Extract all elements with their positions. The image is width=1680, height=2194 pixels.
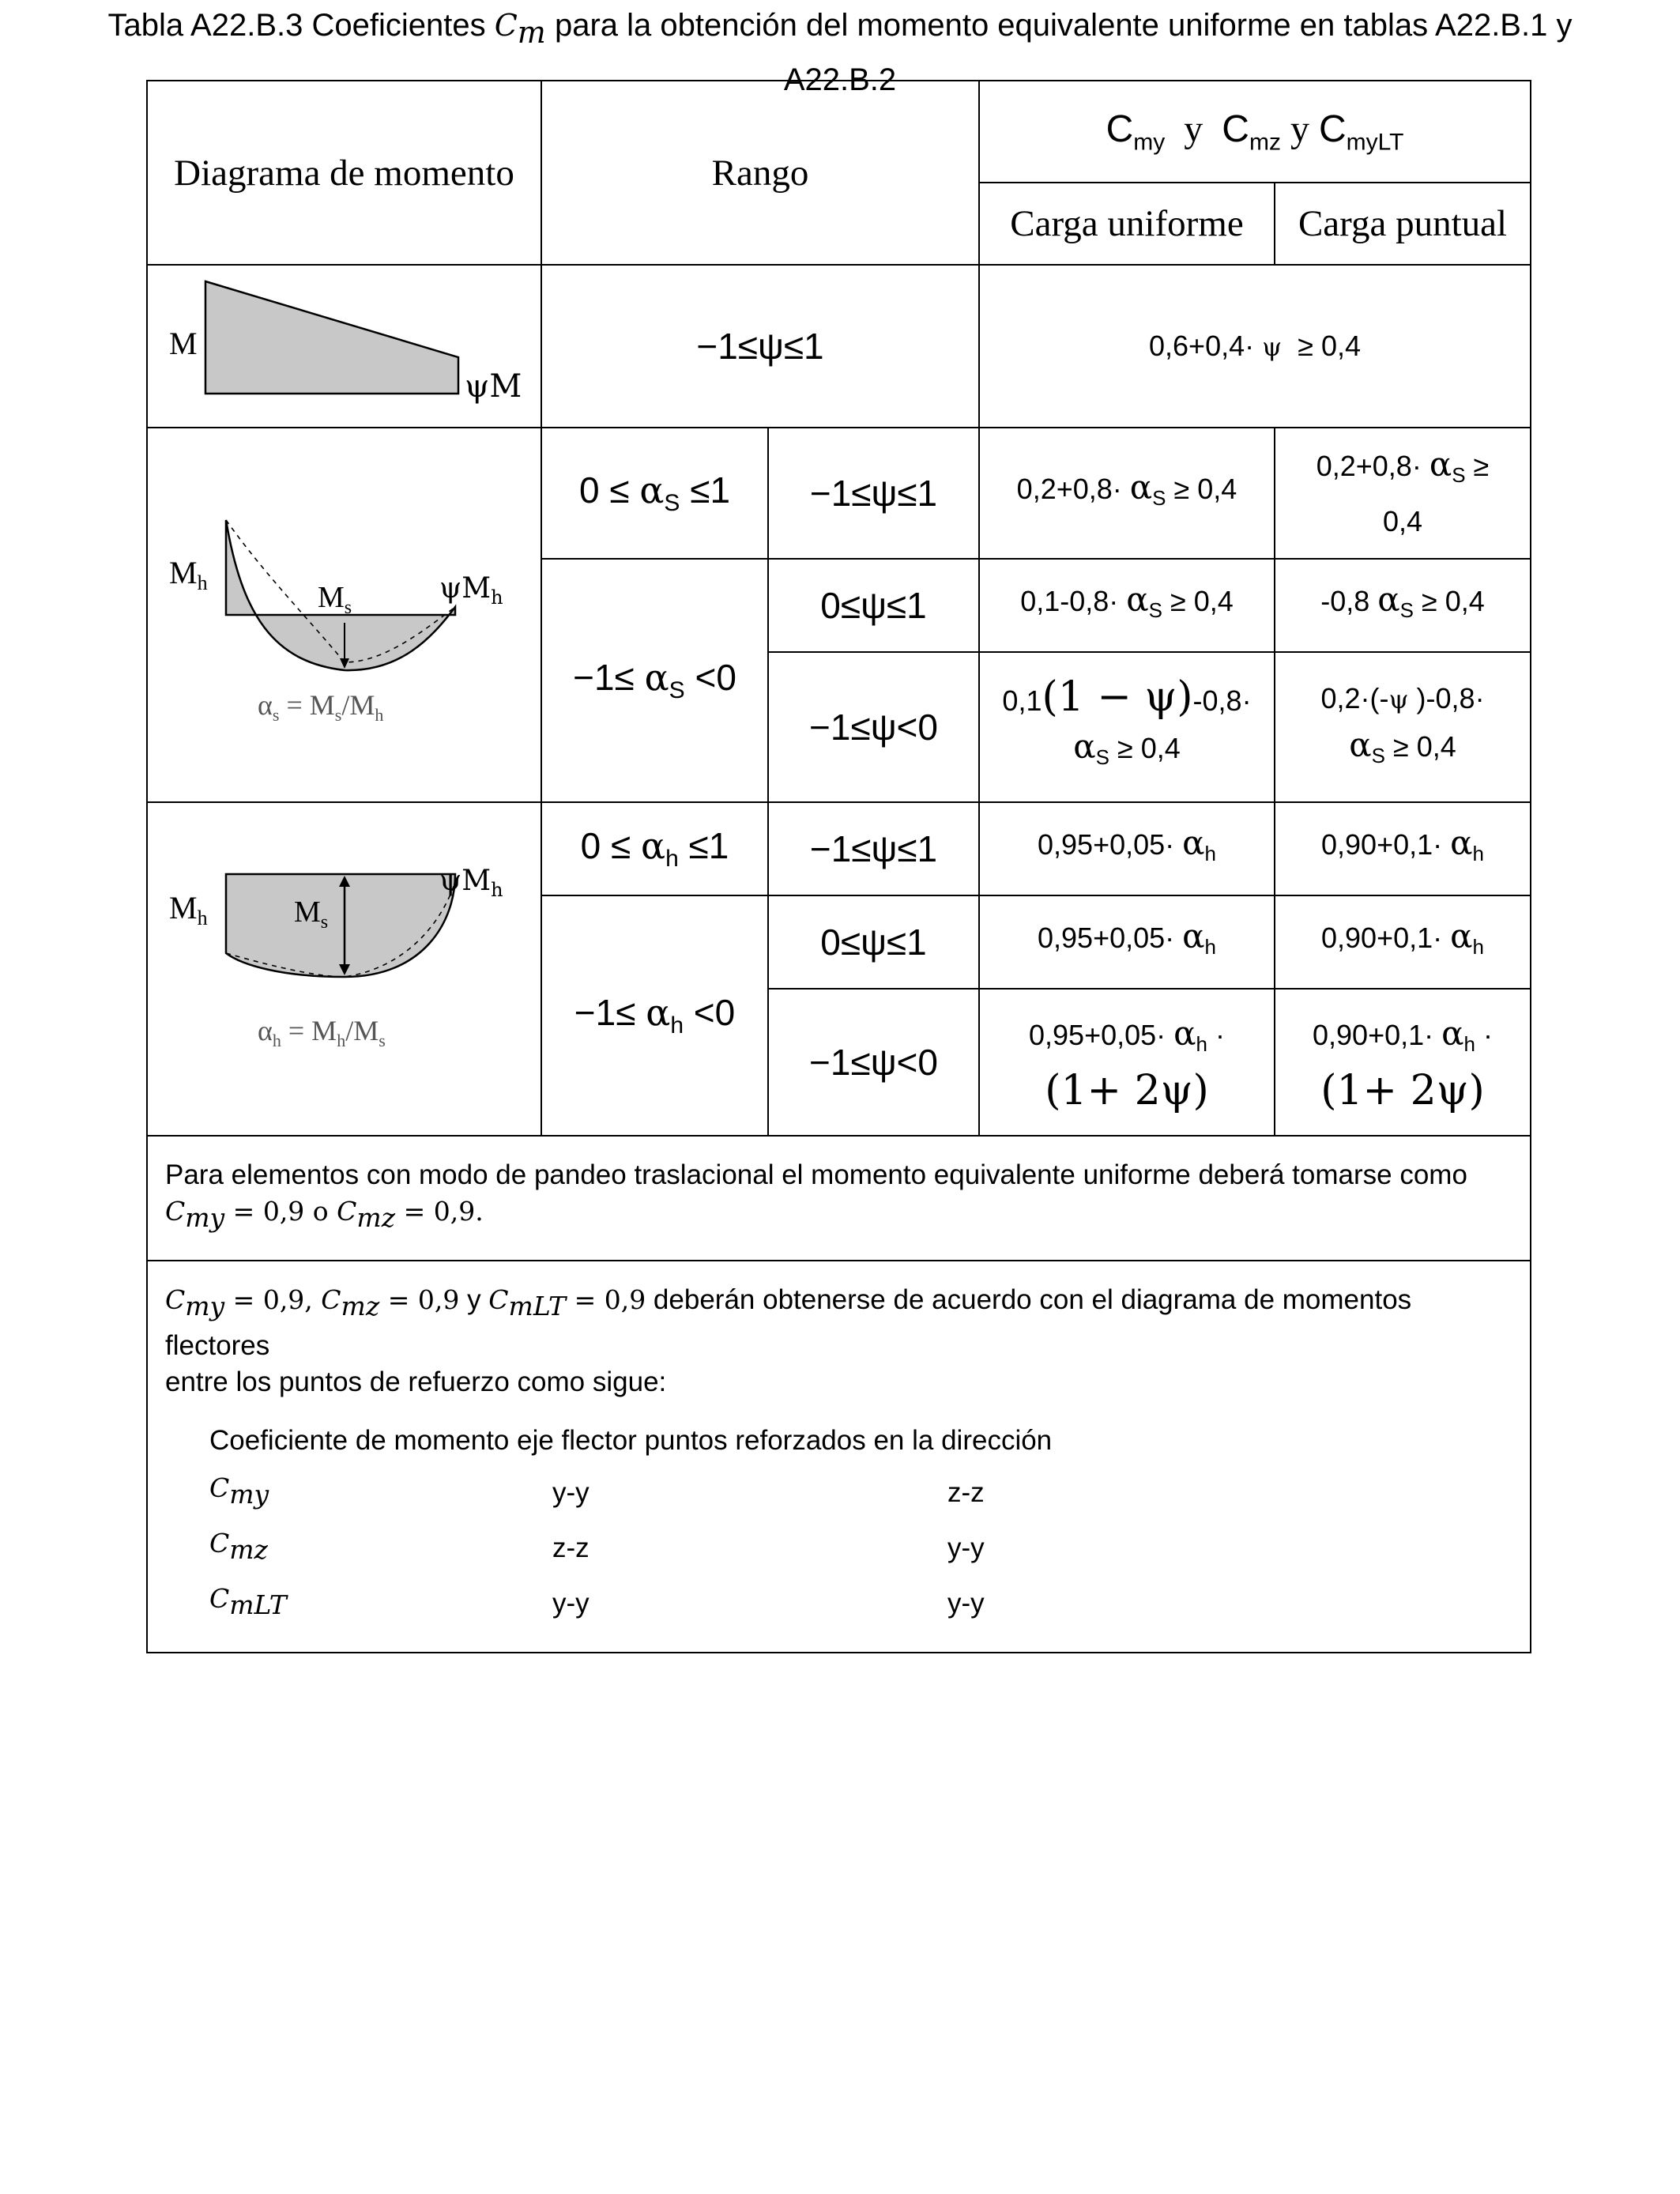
range-psi-r2b2: −1≤ψ<0 — [768, 652, 979, 802]
linear-moment-diagram — [163, 275, 526, 417]
range-psi-r3b2: −1≤ψ<0 — [768, 989, 979, 1136]
uniform-r3b1: $0,95+0,05\cdot \alpha_h$ — [979, 895, 1275, 989]
label-psi-mh-h: $\psi M_h$ — [439, 865, 503, 901]
note-bracing: $C_{my} = 0,9$, $C_{mz} = 0,9$ y $C_{mLT} = 0,9$ deberán obtenerse de acuerdo con el diagrama de momentos flectores entre los puntos de refuerzo como sigue: Coeficiente de momento eje flector puntos reforzados en la dirección $C_{my}$ y-y z-z $C_{mz}$ z-z y-y $C_{mLT}$ y-y y-y — [147, 1261, 1531, 1653]
point-r3a: $0,90+0,1\cdot \alpha_h$ — [1275, 802, 1531, 895]
header-range: Rango — [541, 81, 979, 265]
sagging-moment-diagram — [163, 504, 526, 726]
caption-line-1: Tabla A22.B.3 Coeficientes $C_m$ para la obtención del momento equivalente uniforme en tablas A22.B.1 y — [107, 8, 1573, 50]
label-psi-m: ψM — [464, 368, 522, 405]
header-point-load: Carga puntual — [1275, 183, 1531, 265]
formula-r1: 0,6+0,4· ψ ≥ 0,4 — [979, 265, 1531, 428]
label-mh-h: $M_h$ — [168, 890, 208, 929]
range-psi-r2a: −1≤ψ≤1 — [768, 428, 979, 559]
caption-line-2: A22.B.2 — [783, 62, 897, 97]
label-ms: $M_s$ — [317, 581, 352, 618]
range-r1: −1≤ψ≤1 — [541, 265, 979, 428]
moment-area-h — [226, 874, 455, 977]
note-sway-mode: Para elementos con modo de pandeo traslacional el momento equivalente uniforme deberá tomarse como $C_{my} = 0,9$ o $C_{mz} = 0,9$. — [147, 1136, 1531, 1261]
coef-row: $C_{my}$ y-y z-z — [209, 1472, 985, 1510]
header-uniform-load: Carga uniforme — [979, 183, 1275, 265]
range-as-a: $0 \le \alpha_S \le 1$ — [541, 428, 768, 559]
range-psi-r3a: −1≤ψ≤1 — [768, 802, 979, 895]
coefficients-table — [146, 80, 1531, 1653]
moment-area — [205, 281, 458, 394]
uniform-r3b2: $0,95+0,05\cdot \alpha_h$ · (1+ 2ψ) — [979, 989, 1275, 1136]
uniform-r3a: $0,95+0,05\cdot \alpha_h$ — [979, 802, 1275, 895]
label-m: M — [168, 326, 198, 361]
point-r3b2: $0,90+0,1\cdot \alpha_h$ · (1+ 2ψ) — [1275, 989, 1531, 1136]
uniform-r2b1: $0,1-0,8\cdot \alpha_S \ge 0,4$ — [979, 559, 1275, 652]
point-r2a: $0,2+0,8\cdot \alpha_S$ ≥ 0,4 — [1275, 428, 1531, 559]
coef-row: $C_{mLT}$ y-y y-y — [209, 1583, 985, 1620]
range-as-b: $-1\le \alpha_S <0$ — [541, 559, 768, 802]
coefficient-list — [209, 1416, 1512, 1631]
uniform-r2a: $0,2+0,8\cdot \alpha_S \ge 0,4$ — [979, 428, 1275, 559]
range-psi-r2b1: 0≤ψ≤1 — [768, 559, 979, 652]
coef-title: Coeficiente de momento eje flector puntos reforzados en la dirección — [209, 1425, 1053, 1456]
uniform-r2b2: 0,1(1 − ψ)-0,8· $\alpha_S \ge 0,4$ — [979, 652, 1275, 802]
range-ah-b: $-1\le \alpha_h <0$ — [541, 895, 768, 1136]
range-psi-r3b1: 0≤ψ≤1 — [768, 895, 979, 989]
diagram-sagging — [147, 428, 541, 802]
header-diagram: Diagrama de momento — [147, 81, 541, 265]
point-r2b1: -0,8 $\alpha_S \ge 0,4$ — [1275, 559, 1531, 652]
label-psi-mh: $\psi M_h$ — [439, 572, 503, 609]
range-ah-a: $0 \le \alpha_h \le 1$ — [541, 802, 768, 895]
diagram-linear — [147, 265, 541, 428]
point-r2b2: 0,2·(-ψ )-0,8· $\alpha_S \ge 0,4$ — [1275, 652, 1531, 802]
coef-row: $C_{mz}$ z-z y-y — [209, 1528, 985, 1565]
header-coefficients: $C_{my}$ y $C_{mz}$ y $C_{myLT}$ — [979, 81, 1531, 183]
label-mh: $M_h$ — [168, 555, 208, 594]
point-r3b1: $0,90+0,1\cdot \alpha_h$ — [1275, 895, 1531, 989]
label-ms-h: $M_s$ — [293, 895, 328, 933]
hogging-moment-diagram — [163, 858, 526, 1080]
label-alpha-s: $\alpha_s = M_s/M_h$ — [257, 689, 383, 725]
label-alpha-h: $\alpha_h = M_h/M_s$ — [257, 1015, 386, 1050]
diagram-hogging — [147, 802, 541, 1136]
